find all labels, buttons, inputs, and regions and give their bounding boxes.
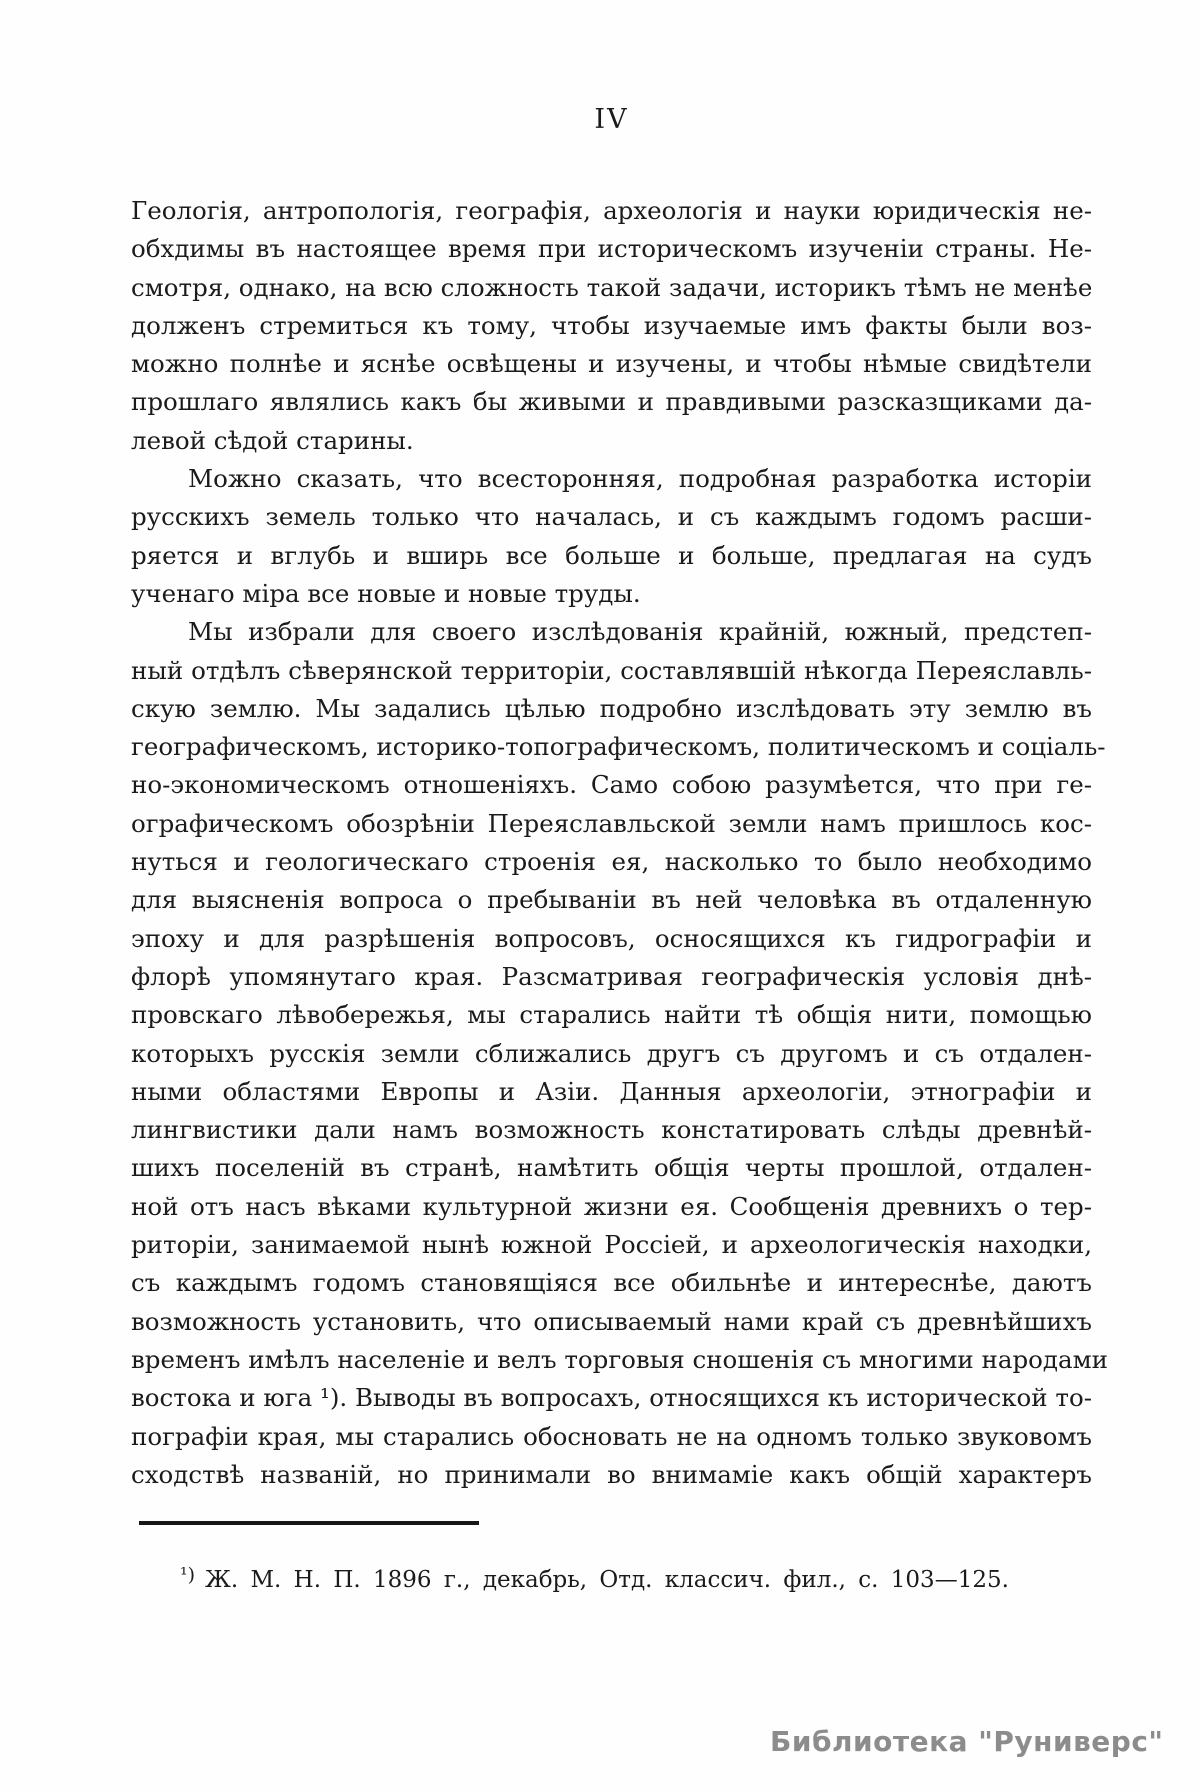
text-line: эпоху и для разрѣшенія вопросовъ, осносящихся къ гидрографіи и	[131, 923, 1092, 953]
text-line: ученаго міра все новые и новые труды.	[131, 578, 641, 608]
footnote-rule	[139, 1521, 479, 1525]
text-line: пографіи края, мы старались обосновать не на одномъ только звуковомъ	[131, 1421, 1092, 1451]
text-line: лингвистики дали намъ возможность констатировать слѣды древнѣй-	[131, 1115, 1092, 1145]
footnote-marker: ¹)	[180, 1564, 196, 1586]
text-line: ряется и вглубь и вширь все больше и больше, предлагая на судъ	[131, 540, 1092, 570]
text-line: провскаго лѣвобережья, мы старались найти тѣ общія нити, помощью	[131, 1000, 1092, 1030]
text-line: ографическомъ обозрѣніи Переяславльской земли намъ пришлось кос-	[131, 808, 1092, 838]
text-line: Можно сказать, что всесторонняя, подробная разработка исторіи	[188, 464, 1092, 494]
text-line: географическомъ, историко-топографическомъ, политическомъ и соціаль-	[131, 732, 1106, 762]
page-number: IV	[594, 104, 629, 135]
text-line: шихъ поселеній въ странѣ, намѣтить общія черты прошлой, отдален-	[131, 1153, 1092, 1183]
text-line: ными областями Европы и Азіи. Данныя археологіи, этнографіи и	[131, 1076, 1092, 1106]
text-line: Мы избрали для своего изслѣдованія крайній, южный, предстеп-	[188, 617, 1092, 647]
text-line: для выясненія вопроса о пребываніи въ ней человѣка въ отдаленную	[131, 885, 1092, 915]
text-line: можно полнѣе и яснѣе освѣщены и изучены, и чтобы нѣмые свидѣтели	[131, 349, 1092, 379]
text-line: левой сѣдой старины.	[131, 425, 414, 455]
text-line: скую землю. Мы задались цѣлью подробно изслѣдовать эту землю въ	[131, 693, 1092, 723]
text-line: нуться и геологическаго строенія ея, насколько то было необходимо	[131, 847, 1092, 877]
text-line: флорѣ упомянутаго края. Разсматривая географическія условія днѣ-	[131, 961, 1092, 991]
footnote-text: Ж. М. Н. П. 1896 г., декабрь, Отд. классич. фил., с. 103—125.	[205, 1567, 1009, 1593]
text-line: востока и юга ¹). Выводы въ вопросахъ, относящихся къ исторической то-	[131, 1383, 1092, 1413]
text-line: но-экономическомъ отношеніяхъ. Само собою разумѣется, что при ге-	[131, 770, 1092, 800]
text-line: смотря, однако, на всю сложность такой задачи, историкъ тѣмъ не менѣе	[131, 272, 1093, 302]
text-line: временъ имѣлъ населеніе и велъ торговыя сношенія съ многими народами	[131, 1344, 1108, 1374]
text-line: ной отъ насъ вѣками культурной жизни ея. Сообщенія древнихъ о тер-	[131, 1191, 1092, 1221]
text-line: обхдимы въ настоящее время при историческомъ изученіи страны. Не-	[131, 234, 1092, 264]
text-line: прошлаго являлись какъ бы живыми и правдивыми разсказщиками да-	[131, 387, 1092, 417]
text-line: возможность установить, что описываемый нами край съ древнѣйшихъ	[131, 1306, 1092, 1336]
body-text	[131, 192, 1108, 1494]
text-line: которыхъ русскія земли сближались другъ съ другомъ и съ отдален-	[131, 1038, 1092, 1068]
text-line: риторіи, занимаемой нынѣ южной Россіей, и археологическія находки,	[131, 1230, 1092, 1260]
text-line: Геологія, антропологія, географія, археологія и науки юридическія не-	[131, 196, 1092, 225]
footnote	[180, 1558, 1092, 1597]
text-line: ный отдѣлъ сѣверянской территоріи, составлявшій нѣкогда Переяславль-	[131, 655, 1092, 685]
text-line: сходствѣ названій, но принимали во внимаміе какъ общій характеръ	[131, 1459, 1092, 1489]
text-line: долженъ стремиться къ тому, чтобы изучаемые имъ факты были воз-	[131, 310, 1092, 340]
text-line: русскихъ земель только что началась, и съ каждымъ годомъ расши-	[131, 502, 1092, 532]
library-watermark: Библиотека "Руниверс"	[770, 1725, 1164, 1758]
text-line: съ каждымъ годомъ становящіяся все обильнѣе и интереснѣе, даютъ	[131, 1268, 1092, 1298]
